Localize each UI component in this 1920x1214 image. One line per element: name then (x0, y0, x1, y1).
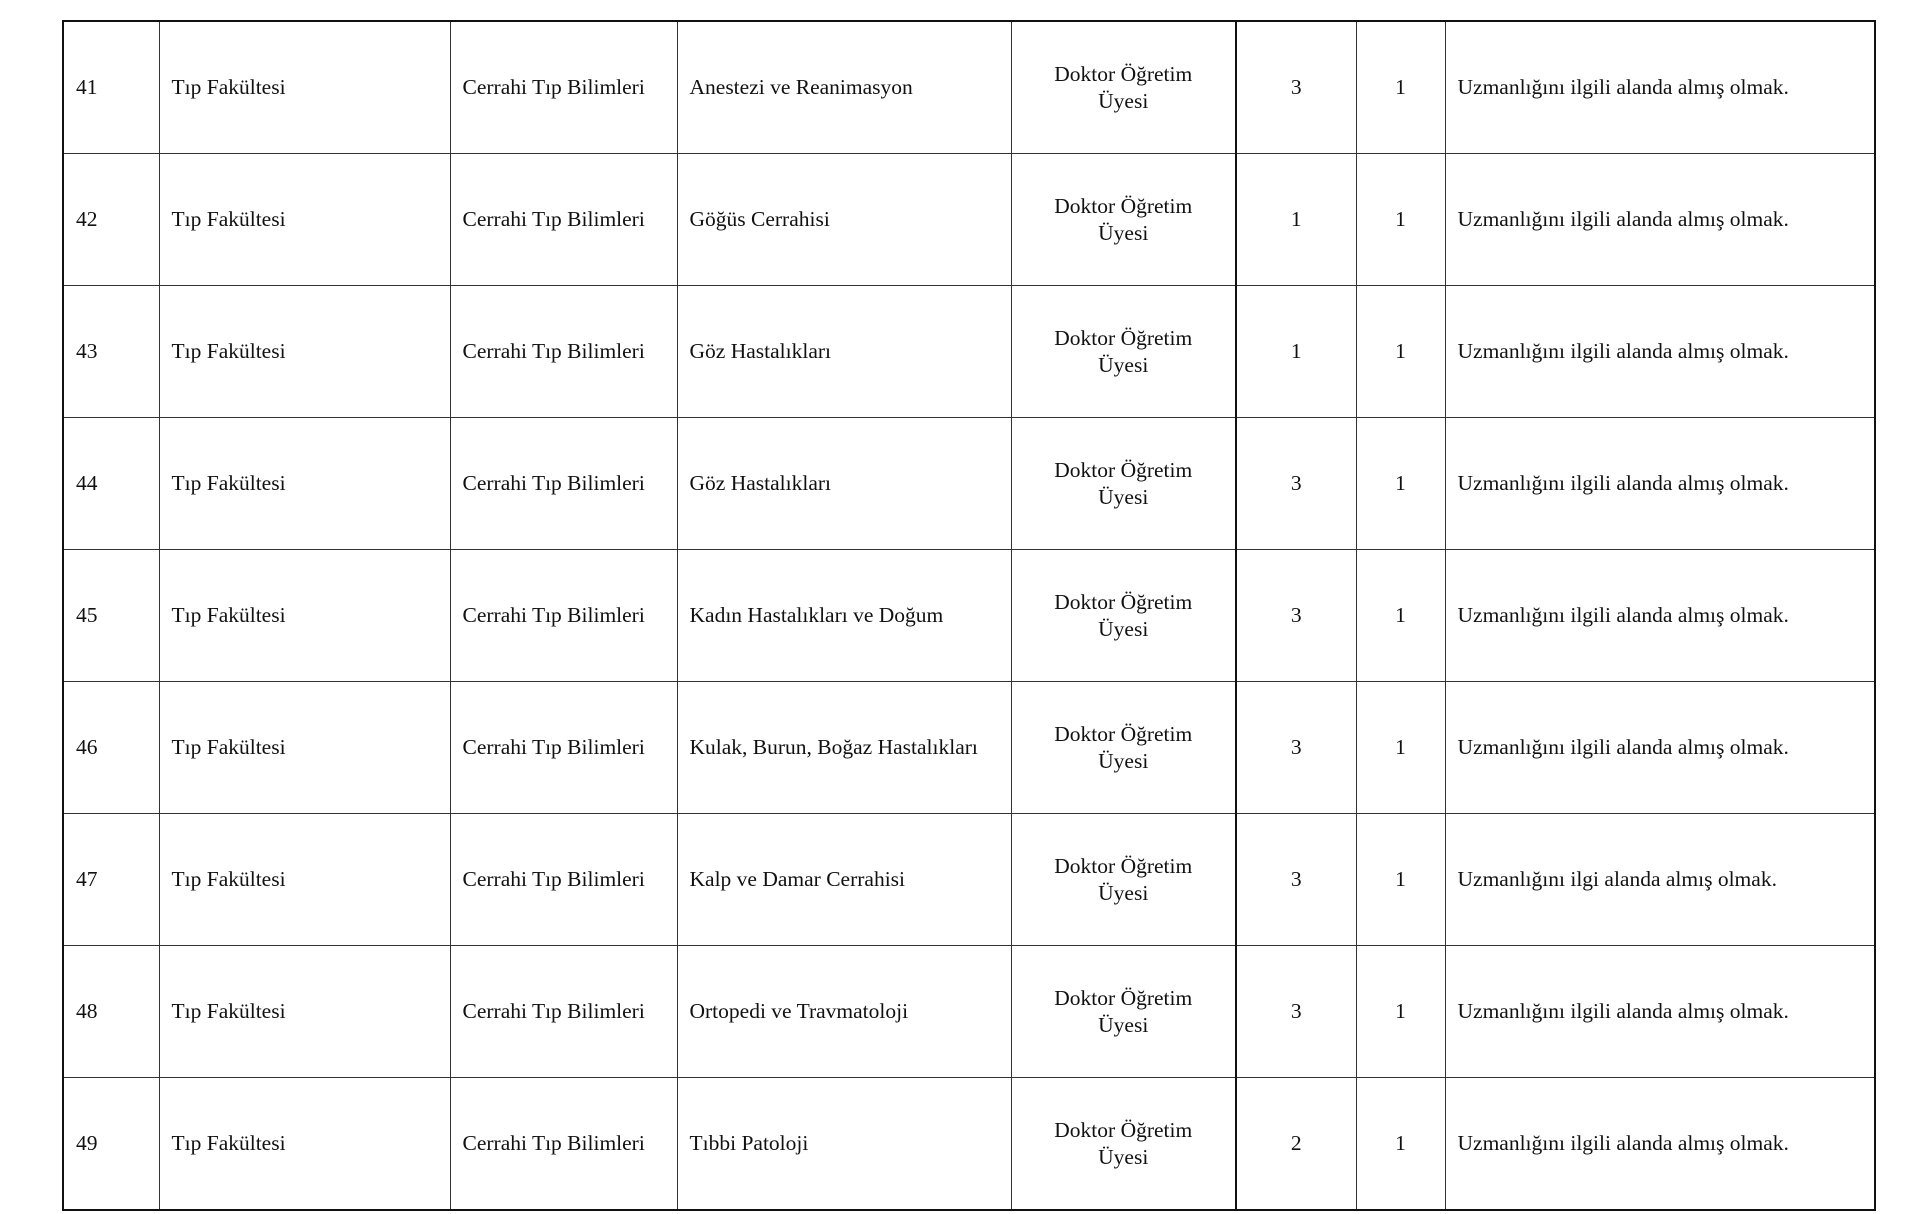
division-cell: Kulak, Burun, Boğaz Hastalıkları (677, 682, 1011, 814)
faculty-cell: Tıp Fakültesi (159, 682, 450, 814)
count-cell: 1 (1356, 21, 1445, 154)
table-row (63, 814, 1875, 946)
title-line-2: Üyesi (1098, 616, 1149, 641)
faculty-cell: Tıp Fakültesi (159, 550, 450, 682)
degree-cell: 2 (1236, 1078, 1356, 1211)
row-number: 44 (63, 418, 159, 550)
department-cell: Cerrahi Tıp Bilimleri (450, 814, 677, 946)
title-line-2: Üyesi (1098, 1012, 1149, 1037)
faculty-cell: Tıp Fakültesi (159, 418, 450, 550)
title-cell (1011, 946, 1236, 1078)
count-cell: 1 (1356, 286, 1445, 418)
title-cell (1011, 286, 1236, 418)
table-row (63, 21, 1875, 154)
title-cell (1011, 1078, 1236, 1211)
title-line-2: Üyesi (1098, 484, 1149, 509)
row-number: 48 (63, 946, 159, 1078)
staff-positions-table (62, 20, 1876, 1211)
title-cell (1011, 154, 1236, 286)
department-cell: Cerrahi Tıp Bilimleri (450, 682, 677, 814)
title-cell (1011, 418, 1236, 550)
title-line-2: Üyesi (1098, 88, 1149, 113)
title-line-1: Doktor Öğretim (1054, 721, 1193, 746)
table-row (63, 286, 1875, 418)
title-line-2: Üyesi (1098, 220, 1149, 245)
faculty-cell: Tıp Fakültesi (159, 814, 450, 946)
faculty-cell: Tıp Fakültesi (159, 946, 450, 1078)
requirement-cell: Uzmanlığını ilgili alanda almış olmak. (1445, 550, 1875, 682)
count-cell: 1 (1356, 946, 1445, 1078)
requirement-cell: Uzmanlığını ilgili alanda almış olmak. (1445, 946, 1875, 1078)
title-line-1: Doktor Öğretim (1054, 457, 1193, 482)
degree-cell: 1 (1236, 286, 1356, 418)
degree-cell: 1 (1236, 154, 1356, 286)
row-number: 47 (63, 814, 159, 946)
count-cell: 1 (1356, 1078, 1445, 1211)
faculty-cell: Tıp Fakültesi (159, 21, 450, 154)
table-row (63, 550, 1875, 682)
requirement-cell: Uzmanlığını ilgili alanda almış olmak. (1445, 286, 1875, 418)
title-cell (1011, 682, 1236, 814)
title-line-2: Üyesi (1098, 748, 1149, 773)
row-number: 42 (63, 154, 159, 286)
division-cell: Anestezi ve Reanimasyon (677, 21, 1011, 154)
count-cell: 1 (1356, 154, 1445, 286)
title-cell (1011, 814, 1236, 946)
degree-cell: 3 (1236, 550, 1356, 682)
degree-cell: 3 (1236, 682, 1356, 814)
department-cell: Cerrahi Tıp Bilimleri (450, 418, 677, 550)
title-line-1: Doktor Öğretim (1054, 325, 1193, 350)
department-cell: Cerrahi Tıp Bilimleri (450, 286, 677, 418)
degree-cell: 3 (1236, 814, 1356, 946)
title-line-1: Doktor Öğretim (1054, 61, 1193, 86)
title-line-1: Doktor Öğretim (1054, 985, 1193, 1010)
faculty-cell: Tıp Fakültesi (159, 154, 450, 286)
faculty-cell: Tıp Fakültesi (159, 1078, 450, 1211)
count-cell: 1 (1356, 814, 1445, 946)
requirement-cell: Uzmanlığını ilgili alanda almış olmak. (1445, 154, 1875, 286)
division-cell: Tıbbi Patoloji (677, 1078, 1011, 1211)
title-line-1: Doktor Öğretim (1054, 853, 1193, 878)
department-cell: Cerrahi Tıp Bilimleri (450, 1078, 677, 1211)
requirement-cell: Uzmanlığını ilgi alanda almış olmak. (1445, 814, 1875, 946)
title-line-2: Üyesi (1098, 352, 1149, 377)
division-cell: Kalp ve Damar Cerrahisi (677, 814, 1011, 946)
faculty-cell: Tıp Fakültesi (159, 286, 450, 418)
requirement-cell: Uzmanlığını ilgili alanda almış olmak. (1445, 1078, 1875, 1211)
degree-cell: 3 (1236, 946, 1356, 1078)
document-page (62, 20, 1874, 1204)
table-body (63, 21, 1875, 1210)
title-line-1: Doktor Öğretim (1054, 1117, 1193, 1142)
degree-cell: 3 (1236, 21, 1356, 154)
count-cell: 1 (1356, 550, 1445, 682)
division-cell: Göz Hastalıkları (677, 286, 1011, 418)
title-line-1: Doktor Öğretim (1054, 589, 1193, 614)
table-row (63, 418, 1875, 550)
row-number: 41 (63, 21, 159, 154)
count-cell: 1 (1356, 682, 1445, 814)
division-cell: Göz Hastalıkları (677, 418, 1011, 550)
row-number: 43 (63, 286, 159, 418)
requirement-cell: Uzmanlığını ilgili alanda almış olmak. (1445, 21, 1875, 154)
department-cell: Cerrahi Tıp Bilimleri (450, 946, 677, 1078)
table-row (63, 946, 1875, 1078)
title-cell (1011, 21, 1236, 154)
table-row (63, 154, 1875, 286)
division-cell: Ortopedi ve Travmatoloji (677, 946, 1011, 1078)
title-line-1: Doktor Öğretim (1054, 193, 1193, 218)
requirement-cell: Uzmanlığını ilgili alanda almış olmak. (1445, 418, 1875, 550)
division-cell: Göğüs Cerrahisi (677, 154, 1011, 286)
requirement-cell: Uzmanlığını ilgili alanda almış olmak. (1445, 682, 1875, 814)
department-cell: Cerrahi Tıp Bilimleri (450, 21, 677, 154)
division-cell: Kadın Hastalıkları ve Doğum (677, 550, 1011, 682)
row-number: 49 (63, 1078, 159, 1211)
row-number: 45 (63, 550, 159, 682)
title-line-2: Üyesi (1098, 1144, 1149, 1169)
title-cell (1011, 550, 1236, 682)
table-row (63, 1078, 1875, 1211)
row-number: 46 (63, 682, 159, 814)
title-line-2: Üyesi (1098, 880, 1149, 905)
department-cell: Cerrahi Tıp Bilimleri (450, 154, 677, 286)
table-row (63, 682, 1875, 814)
degree-cell: 3 (1236, 418, 1356, 550)
department-cell: Cerrahi Tıp Bilimleri (450, 550, 677, 682)
count-cell: 1 (1356, 418, 1445, 550)
